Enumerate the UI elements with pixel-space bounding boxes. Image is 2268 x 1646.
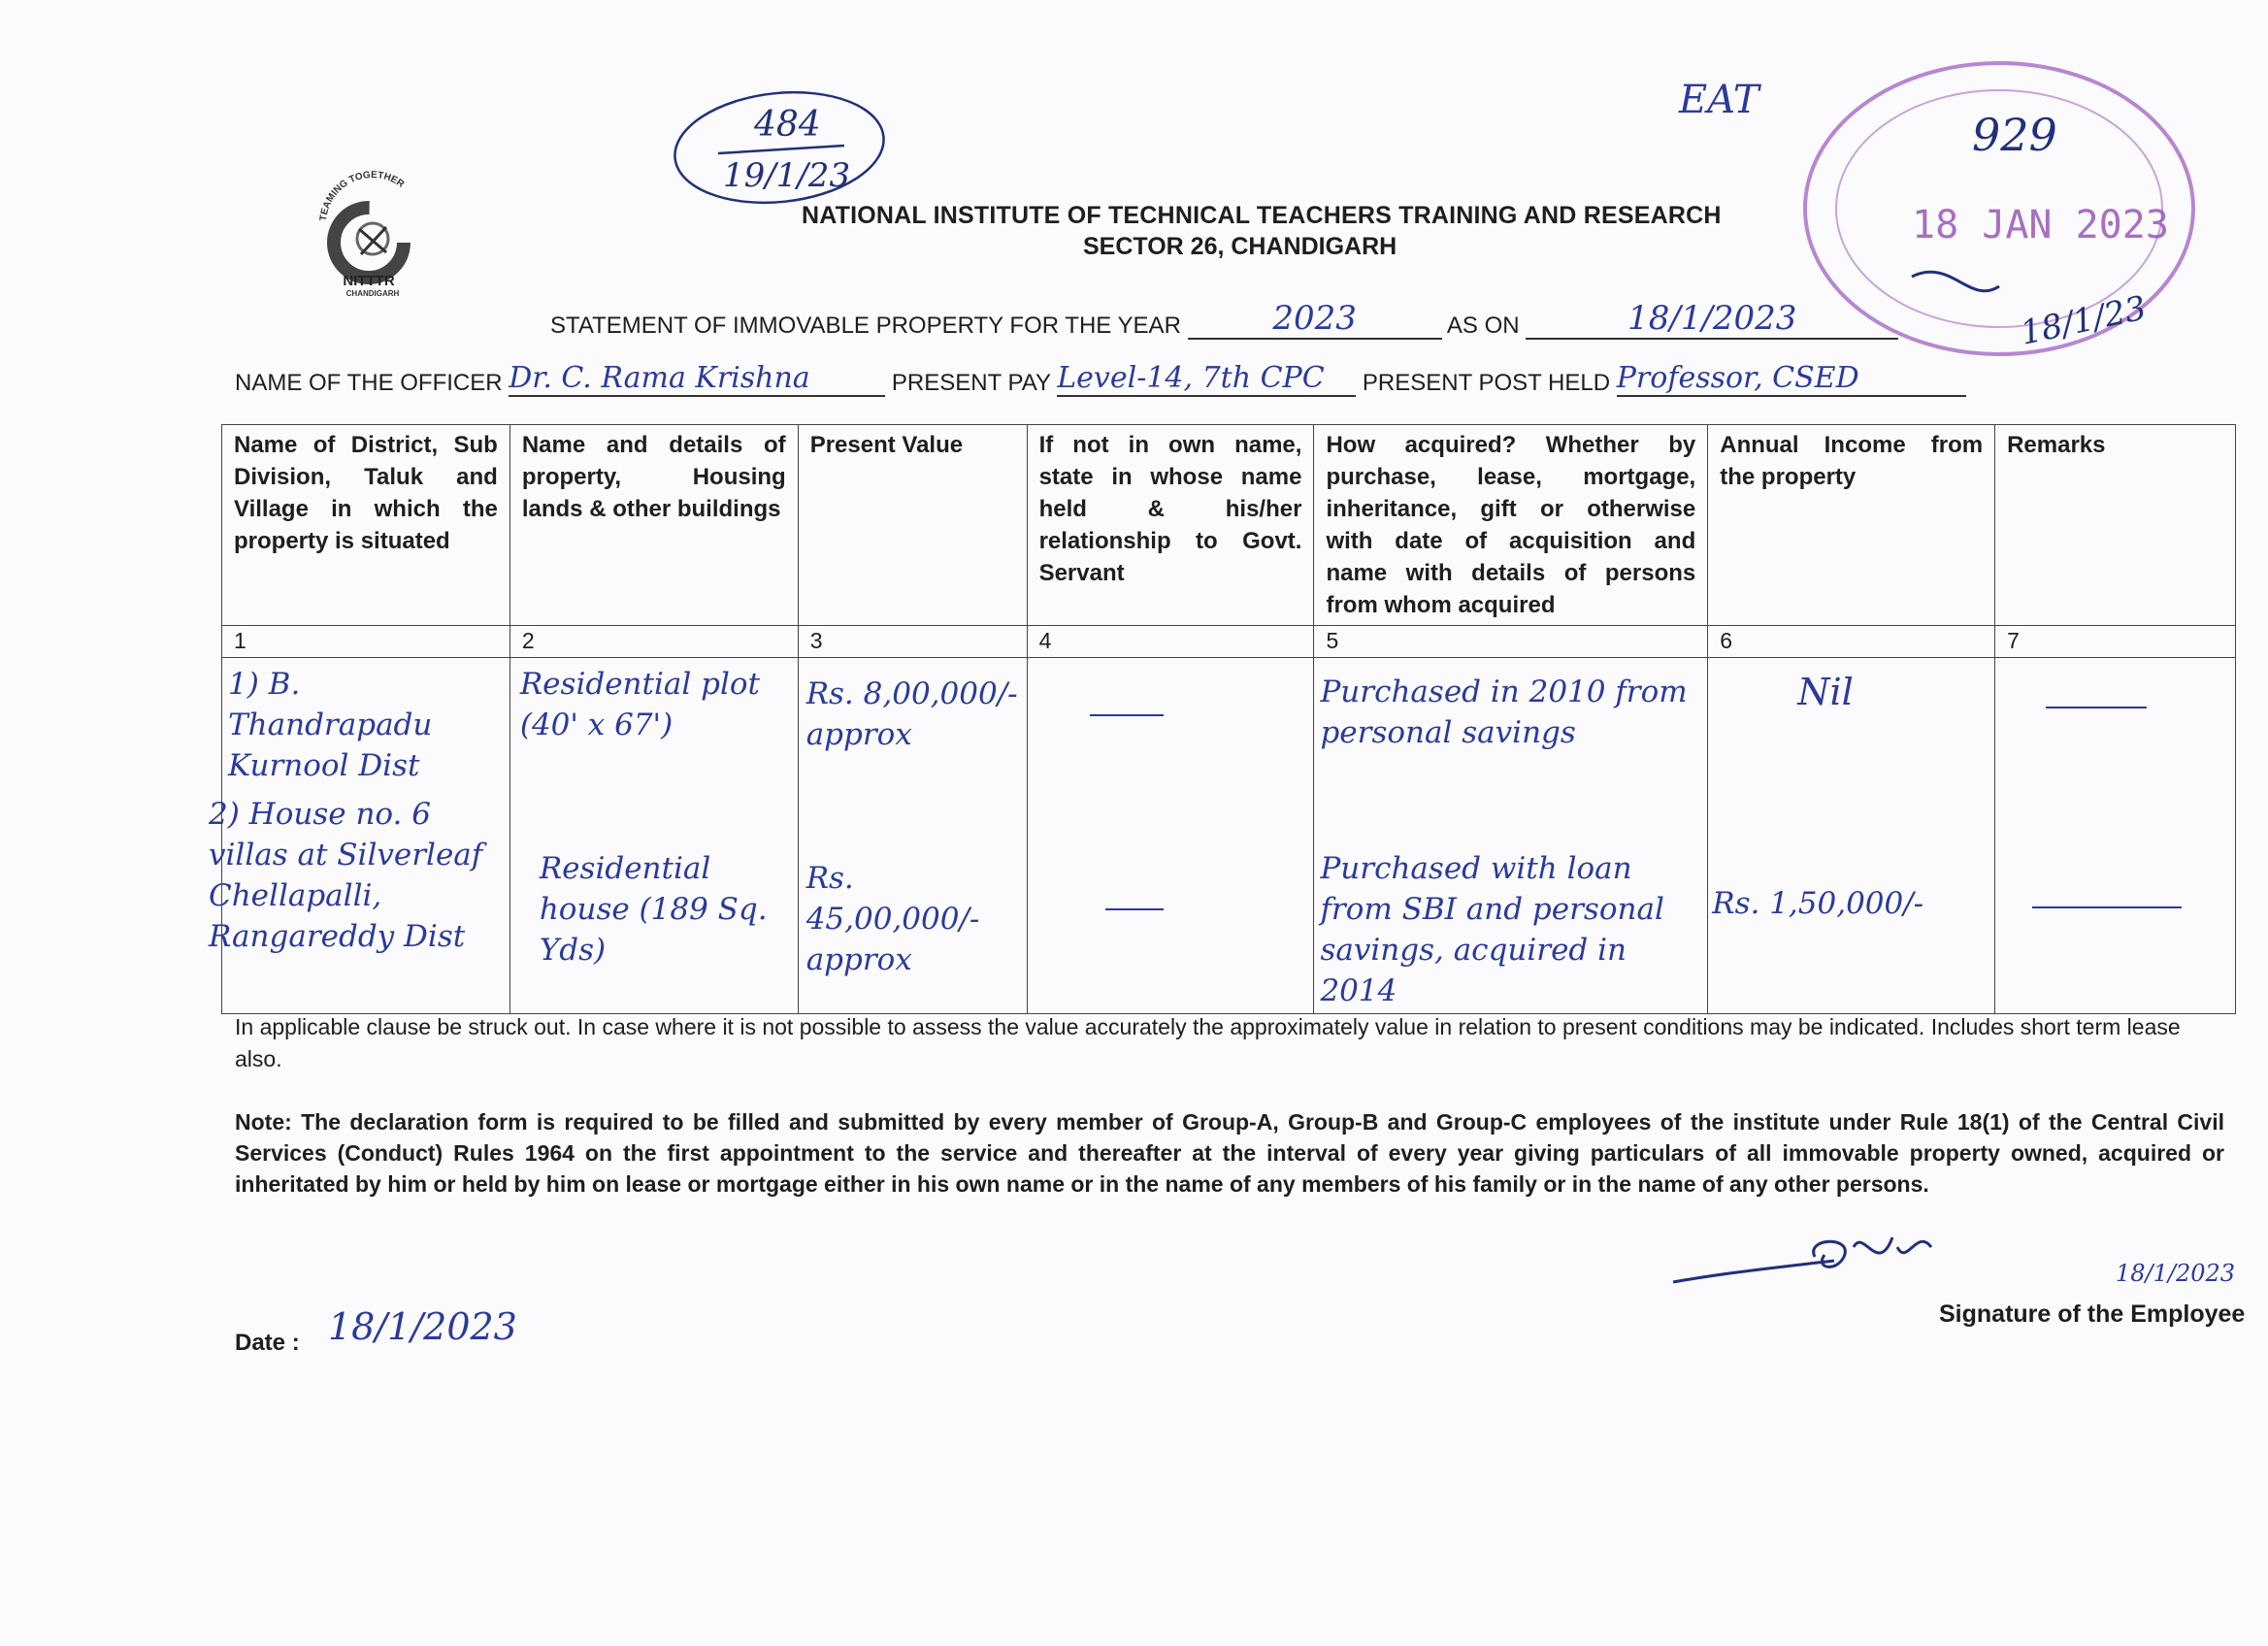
nitttr-logo (309, 163, 435, 304)
row1-not-own-dash (1090, 714, 1164, 716)
column-number: 7 (1995, 626, 2236, 658)
column-number: 2 (509, 626, 798, 658)
statement-line (550, 299, 1898, 340)
column-number: 1 (222, 626, 510, 658)
statement-year: 2023 (1188, 299, 1442, 340)
officer-line (235, 361, 1966, 397)
statement-prefix: STATEMENT OF IMMOVABLE PROPERTY FOR THE YEAR (550, 313, 1181, 339)
row1-value: Rs. 8,00,000/- approx (805, 676, 1018, 752)
present-pay: Level-14, 7th CPC (1057, 361, 1356, 397)
income-cell (1708, 658, 1995, 1014)
stamp-initial-date: 18/1/23 (2017, 288, 2151, 353)
column-header: Annual Income from the property (1708, 425, 1995, 626)
present-pay-label: PRESENT PAY (891, 370, 1051, 396)
column-header: Remarks (1995, 425, 2236, 626)
remarks-cell (1995, 658, 2236, 1014)
officer-name-label: NAME OF THE OFFICER (235, 370, 503, 396)
location-cell (209, 658, 510, 1014)
row2-not-own-dash (1105, 908, 1164, 910)
row2-location: 2) House no. 6 villas at Silverleaf Chellapalli, Rangareddy Dist (209, 797, 483, 954)
date-value: 18/1/2023 (328, 1305, 517, 1348)
date-label: Date : (235, 1330, 300, 1356)
present-post: Professor, CSED (1617, 361, 1966, 397)
inward-number: 484 (754, 105, 821, 145)
logo-city: CHANDIGARH (345, 289, 400, 298)
row1-income: Nil (1797, 671, 1854, 713)
stamp-date: 18 JAN 2023 (1912, 203, 2169, 247)
institute-name: NATIONAL INSTITUTE OF TECHNICAL TEACHERS TRAINING AND RESEARCH (802, 202, 1722, 229)
column-header: Name of District, Sub Division, Taluk and Village in which the property is situated (222, 425, 510, 626)
stamp-number: 929 (1972, 109, 2057, 161)
row2-value: Rs. 45,00,000/- approx (805, 861, 980, 977)
declaration-note: Note: The declaration form is required to be filled and submitted by every member of Group-A, Group-B and Group-C employees of the institute under Rule 18(1) of the Central Civil Services (Conduct) Rules 1964 on the first appointment to the service and thereafter at the interval of every year giving particulars of all immovable property owned, acquired or inheritated by him or held by him on lease or mortgage either in his own name or in the name of any members of his family or in the name of any other persons. (235, 1109, 2224, 1197)
column-number: 6 (1708, 626, 1995, 658)
logo-tagline: TEAMING TOGETHER (317, 169, 407, 222)
property-table (209, 424, 2236, 1014)
owner-cell (1027, 658, 1314, 1014)
column-number: 4 (1027, 626, 1314, 658)
row2-property: Residential house (189 Sq. Yds) (539, 851, 768, 968)
inward-number-mark (665, 78, 898, 218)
property-cell (509, 658, 798, 1014)
employee-signature (1669, 1218, 1960, 1300)
eat-note: EAT (1679, 78, 1759, 122)
present-post-label: PRESENT POST HELD (1362, 370, 1611, 396)
column-number-row (222, 626, 2236, 658)
institute-address: SECTOR 26, CHANDIGARH (1083, 233, 1397, 260)
inward-date: 19/1/23 (723, 156, 851, 195)
signature-date: 18/1/2023 (2116, 1260, 2236, 1287)
property-entries-row (222, 658, 2236, 1014)
row1-acquired: Purchased in 2010 from personal savings (1320, 675, 1688, 750)
officer-name: Dr. C. Rama Krishna (509, 361, 885, 397)
signature-label: Signature of the Employee (1939, 1300, 2246, 1328)
column-header: Name and details of property, Housing lands & other buildings (509, 425, 798, 626)
clause-text: In applicable clause be struck out. In case where it is not possible to assess the value accurately the approximately value in relation to present conditions may be indicated. Includes short term lease also. (235, 1014, 2181, 1071)
row1-property: Residential plot (40' x 67') (519, 667, 761, 742)
value-cell (798, 658, 1027, 1014)
column-header: How acquired? Whether by purchase, lease, mortgage, inheritance, gift or otherwise with date of acquisition and name with details of persons from whom acquired (1314, 425, 1708, 626)
row1-remarks-dash (2046, 707, 2147, 708)
acquired-cell (1314, 658, 1708, 1014)
table-header-row (222, 425, 2236, 626)
row2-remarks-dash (2032, 906, 2182, 908)
row2-acquired: Purchased with loan from SBI and personal savings, acquired in 2014 (1320, 851, 1664, 1008)
column-number: 3 (798, 626, 1027, 658)
logo-name: NITTTR (343, 273, 395, 289)
column-number: 5 (1314, 626, 1708, 658)
row2-income: Rs. 1,50,000/- (1712, 886, 1924, 921)
column-header: If not in own name, state in whose name held & his/her relationship to Govt. Servant (1027, 425, 1314, 626)
row1-location: 1) B. Thandrapadu Kurnool Dist (228, 667, 433, 783)
column-header: Present Value (798, 425, 1027, 626)
as-on-date: 18/1/2023 (1526, 299, 1898, 340)
as-on-label: AS ON (1446, 313, 1520, 339)
